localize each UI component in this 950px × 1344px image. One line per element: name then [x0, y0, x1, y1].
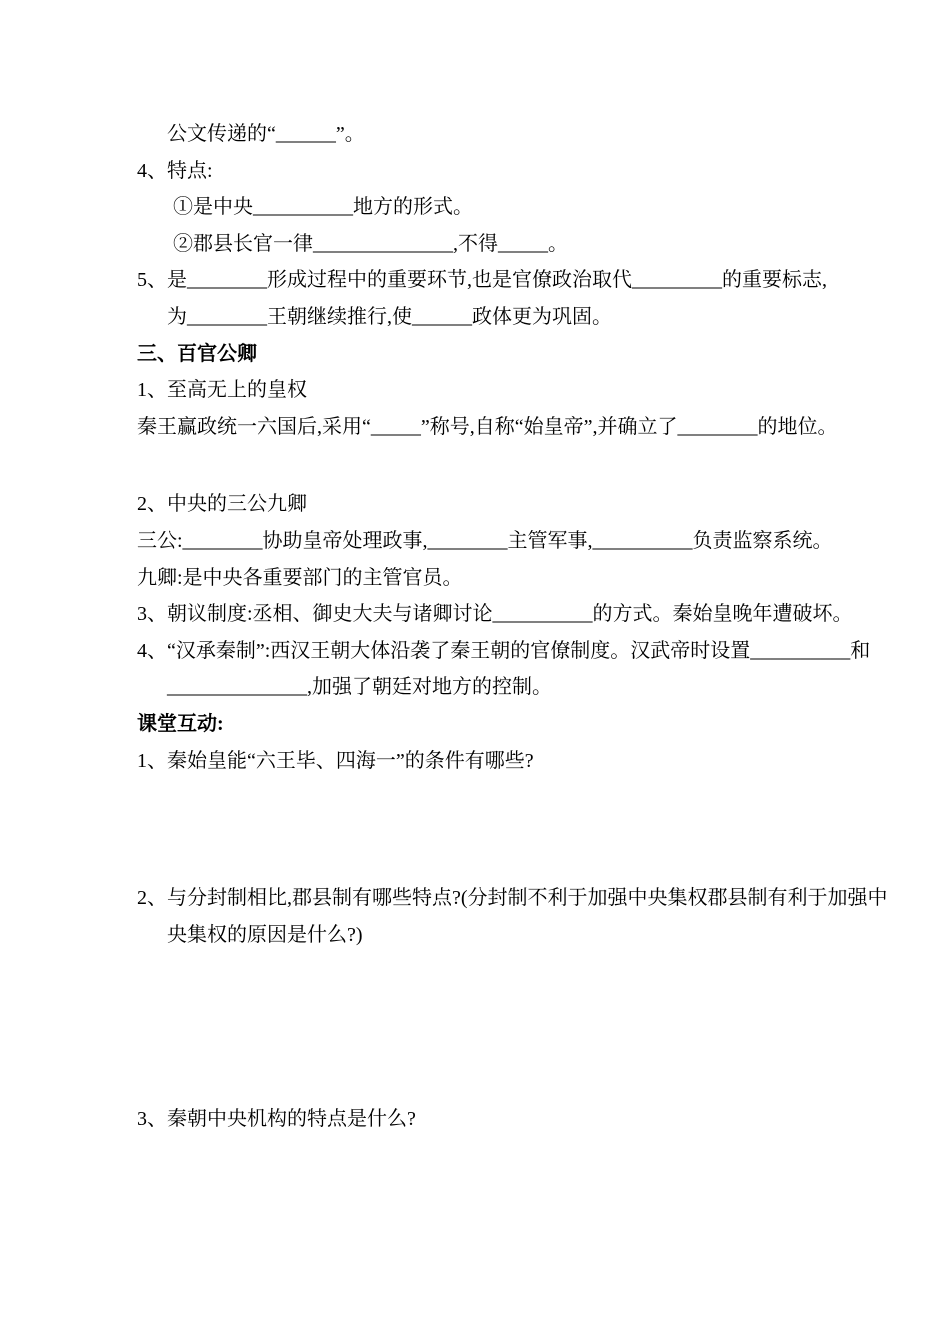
item-3-court-discussion-system: 3、朝议制度:丞相、御史大夫与诸卿讨论__________的方式。秦始皇晚年遭破坏。: [137, 603, 853, 626]
item-4-han-continuation: ______________,加强了朝廷对地方的控制。: [167, 676, 552, 699]
item-5-important-link: 5、是________形成过程中的重要环节,也是官僚政治取代_________的重要标志,: [137, 269, 827, 292]
heading-baiguan-gongqing: 三、百官公卿: [137, 342, 257, 365]
item-4-features: 4、特点:: [137, 159, 213, 182]
sub-item-2-county-officials: ②郡县长官一律______________,不得_____。: [173, 232, 568, 255]
item-2-three-lords-nine-ministers: 2、中央的三公九卿: [137, 493, 307, 516]
line-jiu-qing-definition: 九卿:是中央各重要部门的主管官员。: [137, 566, 463, 589]
item-5-continuation: 为________王朝继续推行,使______政体更为巩固。: [167, 305, 612, 328]
question-2-continuation: 央集权的原因是什么?): [167, 923, 363, 946]
item-1-supreme-imperial-power: 1、至高无上的皇权: [137, 379, 307, 402]
item-4-han-inherits-qin: 4、“汉承秦制”:西汉王朝大体沿袭了秦王朝的官僚制度。汉武帝时设置__________和: [137, 639, 871, 662]
heading-classroom-interaction: 课堂互动:: [137, 712, 224, 735]
question-3-central-institutions: 3、秦朝中央机构的特点是什么?: [137, 1108, 416, 1131]
sub-item-1-central-local-form: ①是中央__________地方的形式。: [173, 196, 473, 219]
question-1-unification-conditions: 1、秦始皇能“六王毕、四海一”的条件有哪些?: [137, 749, 534, 772]
line-qin-king-unification: 秦王赢政统一六国后,采用“_____”称号,自称“始皇帝”,并确立了________的地位。: [137, 415, 838, 438]
line-official-document-transmission: 公文传递的“______”。: [167, 123, 365, 145]
question-2-junxian-vs-fengjian: 2、与分封制相比,郡县制有哪些特点?(分封制不利于加强中央集权郡县制有利于加强中: [137, 887, 888, 910]
line-san-gong-duties: 三公:________协助皇帝处理政事,________主管军事,__________负责监察系统。: [137, 529, 833, 552]
